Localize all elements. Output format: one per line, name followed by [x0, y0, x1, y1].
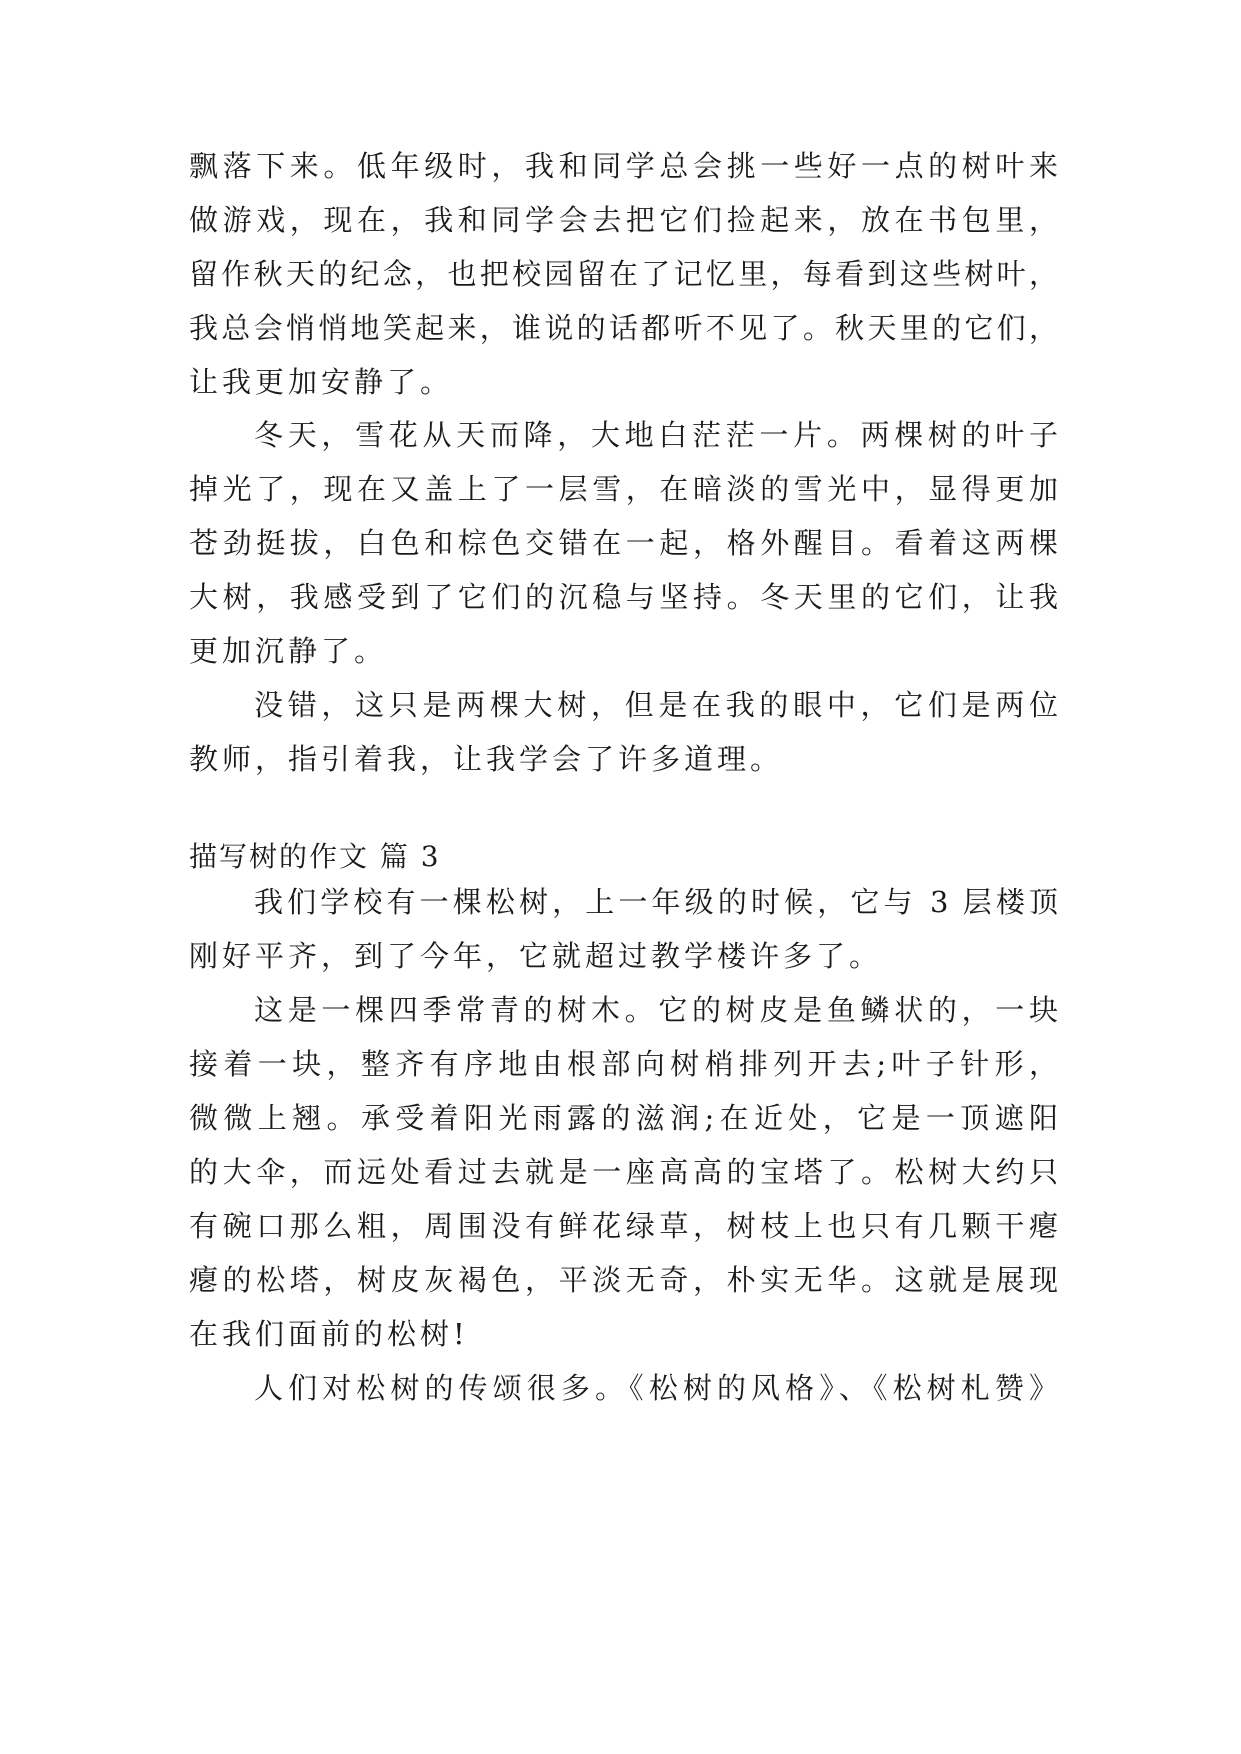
text-line: 掉光了，现在又盖上了一层雪，在暗淡的雪光中，显得更加 — [189, 472, 1059, 506]
text-line: 刚好平齐，到了今年，它就超过教学楼许多了。 — [189, 939, 883, 973]
text-line: 教师，指引着我，让我学会了许多道理。 — [189, 742, 784, 776]
text-line: 让我更加安静了。 — [189, 365, 454, 399]
text-line: 接着一块，整齐有序地由根部向树梢排列开去;叶子针形， — [189, 1047, 1059, 1081]
text-line: 微微上翘。承受着阳光雨露的滋润;在近处，它是一顶遮阳 — [189, 1101, 1059, 1135]
paragraph-start: 人们对松树的传颂很多。《松树的风格》、《松树札赞》 — [254, 1371, 1059, 1405]
text-line: 留作秋天的纪念，也把校园留在了记忆里，每看到这些树叶， — [189, 257, 1059, 291]
text-line: 我总会悄悄地笑起来，谁说的话都听不见了。秋天里的它们， — [189, 311, 1059, 345]
text-line: 飘落下来。低年级时，我和同学总会挑一些好一点的树叶来 — [189, 149, 1059, 183]
paragraph-start: 这是一棵四季常青的树木。它的树皮是鱼鳞状的，一块 — [254, 993, 1059, 1027]
paragraph-start: 我们学校有一棵松树，上一年级的时候，它与 3 层楼顶 — [254, 885, 1059, 919]
text-line: 瘪的松塔，树皮灰褐色，平淡无奇，朴实无华。这就是展现 — [189, 1263, 1059, 1297]
paragraph-start: 冬天，雪花从天而降，大地白茫茫一片。两棵树的叶子 — [254, 418, 1059, 452]
section-heading: 描写树的作文 篇 3 — [189, 840, 441, 873]
paragraph-start: 没错，这只是两棵大树，但是在我的眼中，它们是两位 — [254, 688, 1059, 722]
text-line: 苍劲挺拔，白色和棕色交错在一起，格外醒目。看着这两棵 — [189, 526, 1059, 560]
text-line: 做游戏，现在，我和同学会去把它们捡起来，放在书包里， — [189, 203, 1059, 237]
text-line: 有碗口那么粗，周围没有鲜花绿草，树枝上也只有几颗干瘪 — [189, 1209, 1059, 1243]
text-line: 在我们面前的松树! — [189, 1317, 469, 1351]
text-line: 大树，我感受到了它们的沉稳与坚持。冬天里的它们，让我 — [189, 580, 1059, 614]
text-line: 的大伞，而远处看过去就是一座高高的宝塔了。松树大约只 — [189, 1155, 1059, 1189]
text-line: 更加沉静了。 — [189, 634, 388, 668]
